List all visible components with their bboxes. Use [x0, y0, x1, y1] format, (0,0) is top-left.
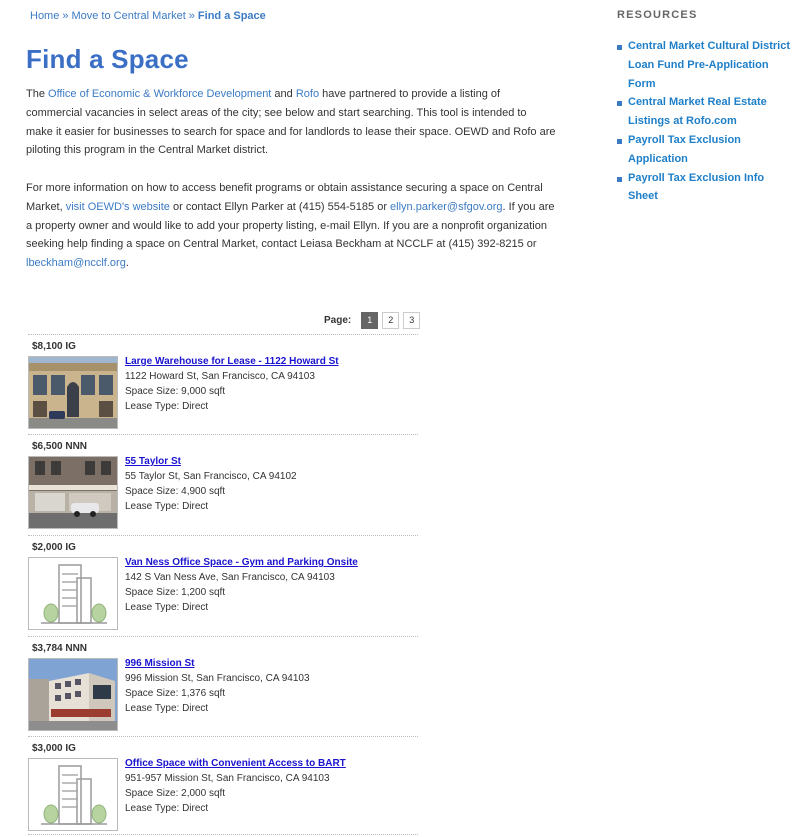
resource-item — [617, 131, 792, 169]
resources-heading: RESOURCES — [617, 9, 698, 21]
contact-text: or contact Ellyn Parker at (415) 554-5185 or — [169, 200, 391, 213]
listing-address: 996 Mission St, San Francisco, CA 94103 — [125, 673, 310, 684]
listing-size: Space Size: 2,000 sqft — [125, 788, 226, 799]
listing-info — [125, 656, 310, 716]
listing-address: 142 S Van Ness Ave, San Francisco, CA 94103 — [125, 572, 335, 583]
intro-text: The — [26, 88, 49, 100]
listing-address: 951-957 Mission St, San Francisco, CA 94103 — [125, 773, 330, 784]
corner-building-photo[interactable] — [28, 658, 118, 731]
listing-lease-type: Lease Type: Direct — [125, 703, 209, 714]
resource-item — [617, 37, 792, 93]
listing-info — [125, 555, 358, 615]
oewd-website-link[interactable]: visit OEWD's website — [65, 200, 170, 213]
page-label: Page: — [324, 315, 352, 326]
pagination — [324, 312, 420, 329]
page-1-button[interactable]: 1 — [361, 312, 378, 329]
resource-link-loan-fund[interactable]: Central Market Cultural District Loan Fund Pre-Application Form — [628, 40, 790, 90]
listing-price: $3,784 NNN — [32, 643, 88, 654]
listing-item — [28, 736, 418, 835]
listing-divider — [28, 834, 418, 835]
breadcrumb-parent-link[interactable]: Move to Central Market — [71, 10, 186, 22]
building-placeholder-icon[interactable] — [28, 557, 118, 630]
listing-size: Space Size: 1,376 sqft — [125, 688, 226, 699]
contact-text: . — [125, 257, 129, 270]
listing-item — [28, 535, 418, 637]
listing-size: Space Size: 1,200 sqft — [125, 587, 226, 598]
listing-price: $3,000 IG — [32, 743, 76, 754]
storefront-photo[interactable] — [28, 456, 118, 529]
listing-info — [125, 454, 297, 514]
bullet-icon — [617, 45, 622, 50]
resource-item — [617, 93, 792, 131]
listing-info — [125, 756, 346, 816]
ellyn-email-link[interactable]: ellyn.parker@sfgov.org — [390, 200, 503, 213]
building-placeholder-icon[interactable] — [28, 758, 118, 831]
listing-title-link[interactable]: 55 Taylor St — [125, 456, 181, 467]
breadcrumb-separator: » — [62, 10, 69, 22]
listing-size: Space Size: 9,000 sqft — [125, 386, 226, 397]
bullet-icon — [617, 139, 622, 144]
listing-address: 55 Taylor St, San Francisco, CA 94102 — [125, 471, 297, 482]
page-3-button[interactable]: 3 — [403, 312, 420, 329]
resource-link-payroll-info[interactable]: Payroll Tax Exclusion Info Sheet — [628, 171, 765, 203]
oewd-link[interactable]: Office of Economic & Workforce Development — [48, 88, 272, 100]
warehouse-photo[interactable] — [28, 356, 118, 429]
contact-text: . If you are a property owner and would like to add your property listing, e-mail Ellyn. If you are a nonprofit organization seeking help finding a space on Central Market, contact Leiasa Beckham at NCCLF at (415) 392-8215 or — [26, 200, 555, 251]
rofo-link[interactable]: Rofo — [295, 88, 320, 100]
listing-item — [28, 334, 418, 435]
resources-list — [617, 37, 792, 206]
bullet-icon — [617, 101, 622, 106]
intro-paragraph — [26, 85, 556, 160]
resource-link-payroll-application[interactable]: Payroll Tax Exclusion Application — [628, 133, 741, 165]
breadcrumb-home-link[interactable]: Home — [30, 10, 60, 22]
listing-lease-type: Lease Type: Direct — [125, 803, 209, 814]
listing-title-link[interactable]: Van Ness Office Space - Gym and Parking Onsite — [125, 557, 358, 568]
breadcrumb-separator: » — [188, 10, 195, 22]
contact-text: For more information on how to access benefit programs or obtain assistance securing a space on Central Market, — [26, 182, 543, 213]
breadcrumb-current[interactable]: Find a Space — [197, 10, 266, 22]
resource-link-rofo-listings[interactable]: Central Market Real Estate Listings at Rofo.com — [628, 96, 767, 128]
page-title: Find a Space — [26, 44, 189, 74]
listing-price: $6,500 NNN — [32, 441, 88, 452]
listing-item — [28, 636, 418, 737]
listing-lease-type: Lease Type: Direct — [125, 401, 209, 412]
listing-lease-type: Lease Type: Direct — [125, 602, 209, 613]
listing-lease-type: Lease Type: Direct — [125, 501, 209, 512]
resource-item — [617, 169, 792, 207]
listing-price: $2,000 IG — [32, 542, 76, 553]
listing-price: $8,100 IG — [32, 341, 76, 352]
listing-address: 1122 Howard St, San Francisco, CA 94103 — [125, 371, 315, 382]
resources-sidebar — [617, 9, 792, 203]
lbeckham-email-link[interactable]: lbeckham@ncclf.org — [26, 257, 126, 270]
listing-size: Space Size: 4,900 sqft — [125, 486, 226, 497]
bullet-icon — [617, 177, 622, 182]
intro-text: have partnered to provide a listing of commercial vacancies in select areas of the city; see below and start searching. This tool is intended to make it easier for businesses to search for space and for landlords to lease their space. OEWD and Rofo are piloting this program in the Central Market district. — [26, 88, 556, 157]
listing-info — [125, 354, 339, 414]
contact-paragraph — [26, 179, 556, 273]
listing-title-link[interactable]: 996 Mission St — [125, 658, 195, 669]
listing-item — [28, 434, 418, 536]
page-2-button[interactable]: 2 — [382, 312, 399, 329]
listing-title-link[interactable]: Office Space with Convenient Access to BART — [125, 758, 346, 769]
intro-text: and — [271, 88, 296, 100]
listing-title-link[interactable]: Large Warehouse for Lease - 1122 Howard St — [125, 356, 339, 367]
breadcrumb — [30, 10, 266, 22]
